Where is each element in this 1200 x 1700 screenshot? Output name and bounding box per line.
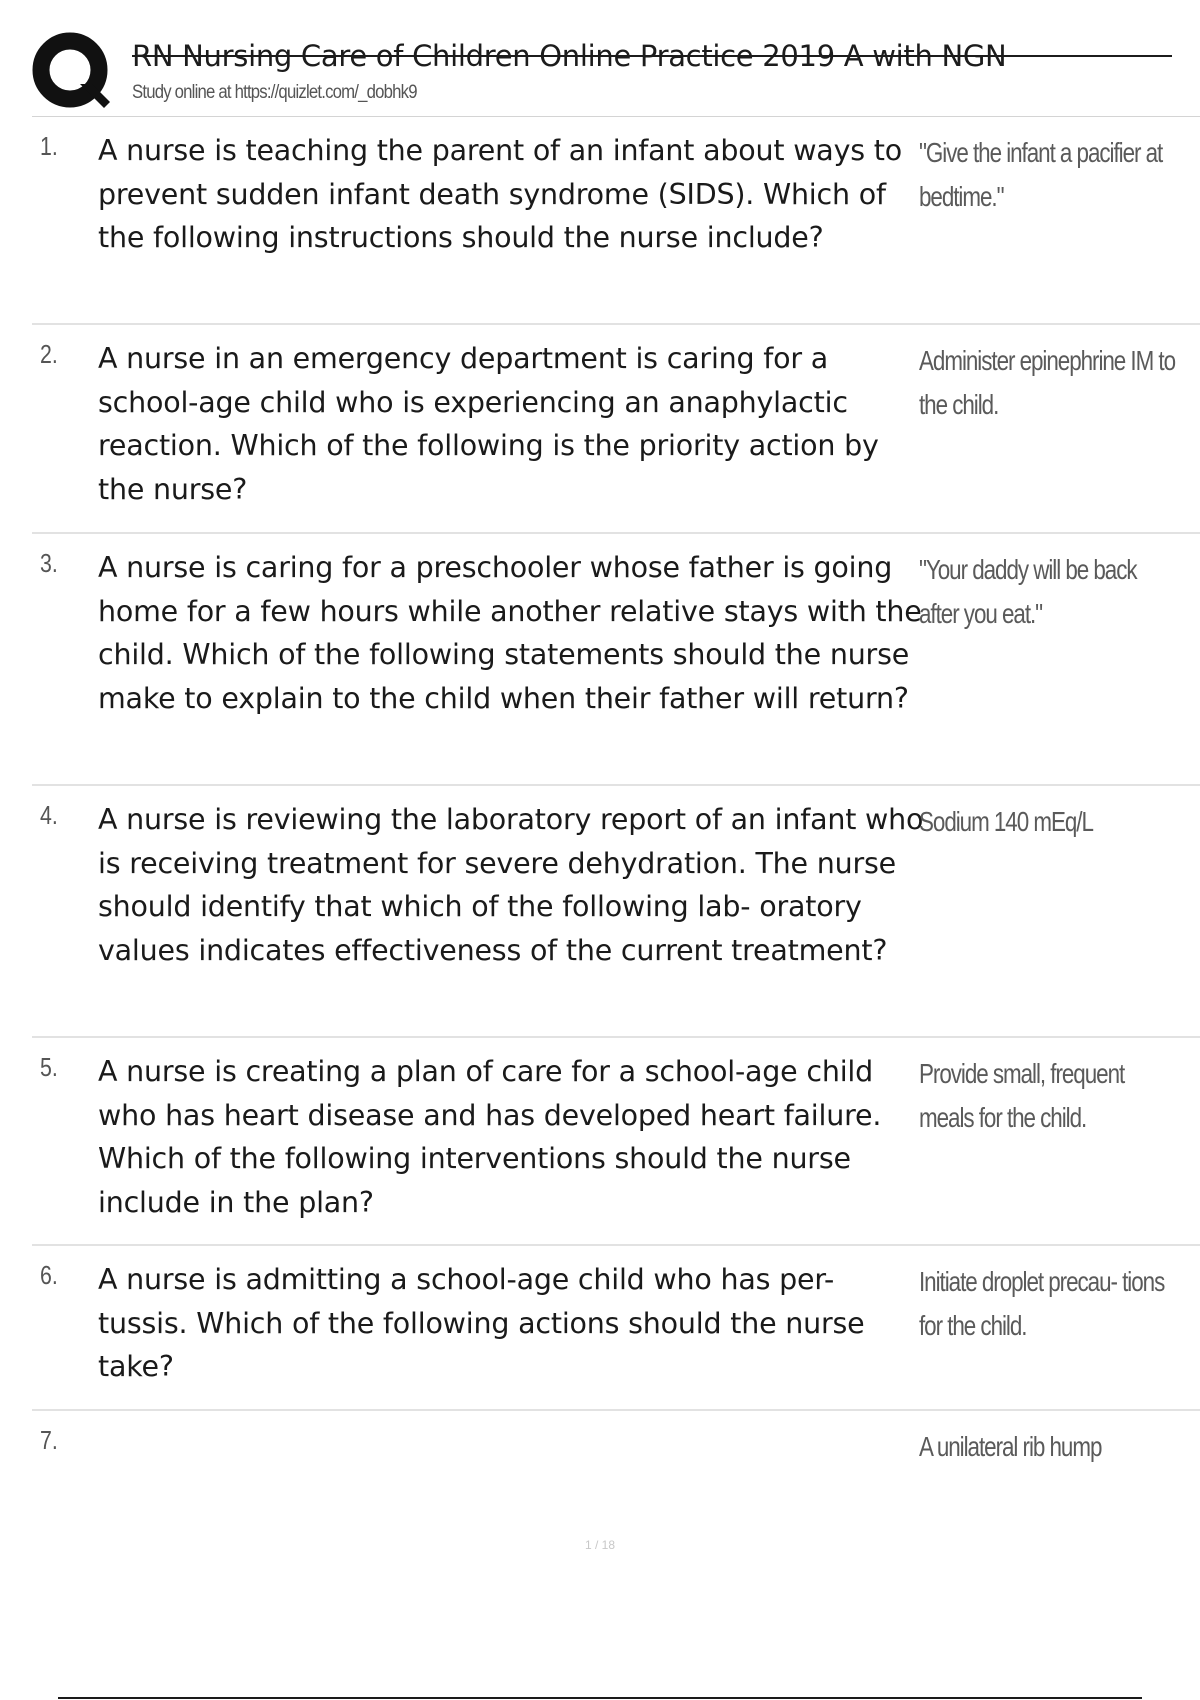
flashcard [32, 1038, 1200, 1246]
card-question: A nurse is reviewing the laboratory report of an infant who is receiving treatment for severe dehydration. The nurse should identify that which of the following lab- oratory values indicates effectiveness of the current treatment? [98, 803, 924, 967]
study-online-link[interactable]: Study online at https://quizlet.com/_dobhk9 [132, 82, 417, 103]
quizlet-logo-icon [32, 32, 112, 112]
card-number: 1. [40, 131, 58, 161]
card-number: 3. [40, 548, 58, 578]
card-number: 2. [40, 339, 58, 369]
card-question: A nurse in an emergency department is caring for a school-age child who is experiencing an anaphylactic reaction. Which of the following is the priority action by the nurse? [98, 342, 879, 506]
card-number: 6. [40, 1260, 58, 1290]
page-header [32, 30, 1142, 116]
flashcard [32, 1246, 1200, 1411]
flashcard [32, 786, 1200, 1038]
flashcard [32, 1411, 1200, 1511]
flashcard [32, 117, 1200, 325]
card-number: 5. [40, 1052, 58, 1082]
card-number: 4. [40, 800, 58, 830]
page-title: RN Nursing Care of Children Online Practice 2019 A with NGN [132, 39, 1007, 73]
card-answer: "Give the infant a pacifier at bedtime." [919, 137, 1163, 212]
card-question: A nurse is admitting a school-age child who has per- tussis. Which of the following actions should the nurse take? [98, 1263, 865, 1383]
card-answer: Provide small, frequent meals for the child. [919, 1058, 1125, 1133]
card-answer: Administer epinephrine IM to the child. [919, 345, 1175, 420]
page-indicator: 1 / 18 [584, 1538, 616, 1552]
flashcard [32, 534, 1200, 786]
card-answer: A unilateral rib hump [919, 1431, 1102, 1462]
footer-divider [58, 1697, 1142, 1699]
card-answer: Initiate droplet precau- tions for the child. [919, 1266, 1165, 1341]
card-question: A nurse is caring for a preschooler whose father is going home for a few hours while another relative stays with the child. Which of the following statements should the nurse make to explain to the child when their father will return? [98, 551, 922, 715]
flashcard-list [32, 117, 1200, 1511]
card-question: A nurse is teaching the parent of an infant about ways to prevent sudden infant death syndrome (SIDS). Which of the following instructions should the nurse include? [98, 134, 902, 254]
card-question: A nurse is creating a plan of care for a school-age child who has heart disease and has developed heart failure. Which of the following interventions should the nurse include in the plan? [98, 1055, 882, 1219]
card-answer: Sodium 140 mEq/L [919, 806, 1093, 837]
flashcard [32, 325, 1200, 534]
card-number: 7. [40, 1425, 58, 1455]
card-answer: "Your daddy will be back after you eat." [919, 554, 1137, 629]
